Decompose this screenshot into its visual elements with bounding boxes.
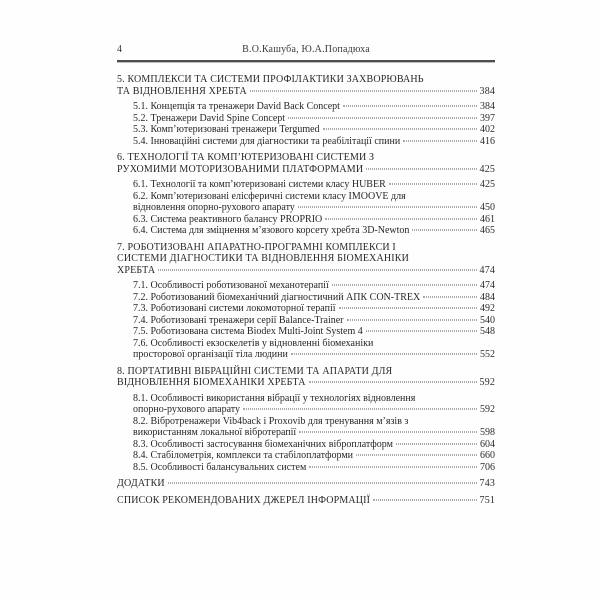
toc-entry [117, 214, 495, 226]
toc-entry-line [133, 462, 495, 474]
toc-entry [117, 280, 495, 292]
toc-entry-text: 8.1. Особливості використання вібрації у технологіях відновлення [133, 392, 416, 404]
page-number: 425 [480, 179, 495, 190]
toc-entry [117, 292, 495, 304]
toc-entry-text: СПИСОК РЕКОМЕНДОВАНИХ ДЖЕРЕЛ ІНФОРМАЦІЇ [117, 494, 371, 506]
toc-entry-line [117, 366, 495, 378]
dot-leader [423, 296, 477, 297]
toc-entry-line [133, 101, 495, 113]
page-number: 384 [480, 101, 495, 112]
dot-leader [291, 354, 477, 355]
toc-entry [117, 393, 495, 416]
toc-entry-line [117, 478, 495, 490]
toc-entry-text: 6.1. Технології та комп’ютеризовані системи класу HUBER [133, 179, 386, 190]
toc-entry-text: 5.2. Тренажери David Spine Concept [133, 112, 286, 124]
table-of-contents [117, 74, 495, 506]
running-head [117, 44, 495, 56]
toc-entry-text: 5. КОМПЛЕКСИ ТА СИСТЕМИ ПРОФІЛАКТИКИ ЗАХВОРЮВАНЬ [117, 74, 424, 85]
toc-entry-text: ВІДНОВЛЕННЯ БІОМЕХАНІКИ ХРЕБТА [117, 377, 306, 388]
authors-header: В.О.Кашуба, Ю.А.Попадюха [242, 44, 370, 55]
dot-leader [347, 319, 478, 320]
toc-entry [117, 225, 495, 237]
dot-leader [403, 140, 477, 141]
page-number: 492 [480, 303, 495, 314]
toc-entry-line [133, 450, 495, 462]
toc-entry-line [117, 164, 495, 176]
toc-entry-line [117, 152, 495, 164]
toc-entry [117, 74, 495, 97]
toc-entry [117, 462, 495, 474]
dot-leader [343, 106, 477, 107]
page-number: 474 [480, 280, 495, 291]
toc-entry-text: 7.6. Особливості екзоскелетів у відновленні біомеханіки [133, 337, 374, 349]
dot-leader [323, 129, 477, 130]
dot-leader [325, 218, 477, 219]
page-number: 416 [480, 135, 495, 147]
toc-entry-text: 8.4. Стабілометрія, комплекси та стабілоплатформи [133, 450, 353, 461]
toc-entry-text: 8.3. Особливості застосування біомеханічних віброплатформ [133, 438, 393, 450]
toc-entry-line [133, 292, 495, 304]
toc-entry [117, 113, 495, 125]
toc-entry-text: 7.4. Роботизовані тренажери серії Balance-Trainer [133, 314, 344, 326]
page-number: 402 [480, 124, 495, 135]
toc-entry [117, 191, 495, 214]
toc-entry-line [117, 377, 495, 389]
dot-leader [168, 483, 477, 484]
dot-leader [356, 455, 477, 456]
toc-entry [117, 326, 495, 338]
toc-entry-text: 6.2. Комп’ютеризовані елісферичні системи класу IMOOVE для [133, 190, 406, 202]
toc-entry-text: 6. ТЕХНОЛОГІЇ ТА КОМП’ЮТЕРИЗОВАНІ СИСТЕМИ З [117, 152, 375, 163]
dot-leader [396, 443, 477, 444]
toc-entry-text: 8.2. Вібротренажери Vib4back і Proxovib для тренування м’язів з [133, 415, 409, 427]
page-number: 743 [479, 478, 495, 489]
toc-entry-text: 7. РОБОТИЗОВАНІ АПАРАТНО-ПРОГРАМНІ КОМПЛЕКСИ І [117, 241, 396, 253]
toc-entry-line [133, 404, 495, 416]
page-number: 751 [479, 494, 495, 506]
toc-entry-line [133, 326, 495, 338]
page-number: 540 [480, 314, 495, 326]
dot-leader [389, 184, 477, 185]
toc-entry-text: опорно-рухового апарату [133, 404, 241, 415]
toc-entry [117, 338, 495, 361]
dot-leader [366, 168, 476, 169]
page-number: 706 [480, 461, 495, 473]
toc-entry [117, 101, 495, 113]
toc-entry-text: відновлення опорно-рухового апарату [133, 202, 295, 213]
page-number: 397 [480, 112, 495, 124]
toc-entry [117, 495, 495, 507]
toc-entry-text: ДОДАТКИ [117, 478, 165, 489]
dot-leader [288, 117, 477, 118]
page-number: 592 [479, 377, 495, 388]
toc-entry-text: 5.4. Інноваційні системи для діагностики та реабілітації спини [133, 135, 401, 147]
page-number: 598 [480, 427, 495, 438]
page-number: 384 [479, 85, 495, 97]
toc-entry-line [133, 338, 495, 350]
page-number: 465 [480, 225, 495, 236]
toc-entry [117, 242, 495, 277]
toc-entry-line [133, 225, 495, 237]
toc-entry-text: 6.4. Система для зміцнення м’язового корсету хребта 3D-Newton [133, 225, 410, 236]
page-number: 552 [480, 349, 495, 360]
toc-entry-text: 8.5. Особливості балансувальних систем [133, 461, 307, 473]
toc-entry-line [133, 439, 495, 451]
toc-entry-text: 7.3. Роботизовані системи локомоторної терапії [133, 303, 336, 314]
toc-entry [117, 439, 495, 451]
toc-entry-text: використанням локальної вібротерапії [133, 427, 297, 438]
toc-entry [117, 179, 495, 191]
toc-entry [117, 303, 495, 315]
dot-leader [339, 308, 478, 309]
toc-entry-text: 6.3. Система реактивного балансу PROPRIO [133, 213, 323, 225]
dot-leader [366, 331, 477, 332]
toc-entry-line [117, 495, 495, 507]
toc-entry-line [133, 427, 495, 439]
toc-entry-text: ХРЕБТА [117, 264, 156, 276]
page-number: 461 [480, 213, 495, 225]
dot-leader [332, 285, 477, 286]
toc-entry-line [133, 280, 495, 292]
toc-entry-line [133, 136, 495, 148]
page-number: 548 [480, 326, 495, 337]
toc-entry-line [133, 349, 495, 361]
toc-entry-text: РУХОМИМИ МОТОРИЗОВАНИМИ ПЛАТФОРМАМИ [117, 163, 364, 175]
toc-entry-text: 5.1. Концепція та тренажери David Back Concept [133, 101, 340, 112]
toc-entry-line [133, 303, 495, 315]
page-number: 474 [479, 264, 495, 276]
page-number: 592 [480, 404, 495, 415]
toc-entry [117, 136, 495, 148]
toc-entry-text: 8. ПОРТАТИВНІ ВІБРАЦІЙНІ СИСТЕМИ ТА АПАРАТИ ДЛЯ [117, 365, 393, 377]
toc-entry-text: 7.1. Особливості роботизованої механотерапії [133, 280, 329, 291]
page-content [117, 44, 495, 510]
toc-entry-text: 7.2. Роботизований біомеханічний діагностичний АПК CON-TREX [133, 291, 421, 303]
dot-leader [299, 432, 477, 433]
dot-leader [309, 382, 477, 383]
dot-leader [373, 499, 476, 500]
toc-entry [117, 450, 495, 462]
toc-entry-text: ТА ВІДНОВЛЕННЯ ХРЕБТА [117, 85, 247, 97]
toc-entry [117, 315, 495, 327]
dot-leader [412, 230, 477, 231]
toc-entry-text: 5.3. Комп’ютеризовані тренажери Tergumed [133, 124, 320, 135]
toc-entry [117, 152, 495, 175]
toc-entry-text: просторової організації тіла людини [133, 349, 288, 360]
toc-entry-line [117, 86, 495, 98]
toc-entry [117, 366, 495, 389]
toc-entry-text: 7.5. Роботизована система Biodex Multi-Joint System 4 [133, 326, 363, 337]
page-number-top: 4 [117, 44, 122, 55]
dot-leader [243, 409, 477, 410]
toc-entry-line [117, 265, 495, 277]
toc-entry-line [133, 416, 495, 428]
toc-entry-line [117, 253, 495, 265]
toc-entry-text: СИСТЕМИ ДІАГНОСТИКИ ТА ВІДНОВЛЕННЯ БІОМЕХАНІКИ [117, 253, 409, 264]
toc-entry [117, 478, 495, 490]
toc-entry-line [133, 315, 495, 327]
page-number: 450 [480, 202, 495, 213]
page-number: 660 [480, 450, 495, 461]
toc-entry-line [133, 214, 495, 226]
toc-entry-line [117, 242, 495, 254]
toc-entry-line [133, 202, 495, 214]
toc-entry-line [133, 179, 495, 191]
page-number: 604 [480, 438, 495, 450]
dot-leader [158, 269, 476, 270]
toc-entry-line [133, 113, 495, 125]
toc-entry-line [133, 393, 495, 405]
dot-leader [298, 207, 477, 208]
toc-entry-line [133, 124, 495, 136]
page-number: 425 [479, 163, 495, 175]
toc-entry [117, 416, 495, 439]
toc-entry-line [117, 74, 495, 86]
dot-leader [309, 466, 477, 467]
toc-entry [117, 124, 495, 136]
page-number: 484 [480, 291, 495, 303]
header-rule [117, 60, 495, 63]
toc-entry-line [133, 191, 495, 203]
dot-leader [250, 90, 477, 91]
